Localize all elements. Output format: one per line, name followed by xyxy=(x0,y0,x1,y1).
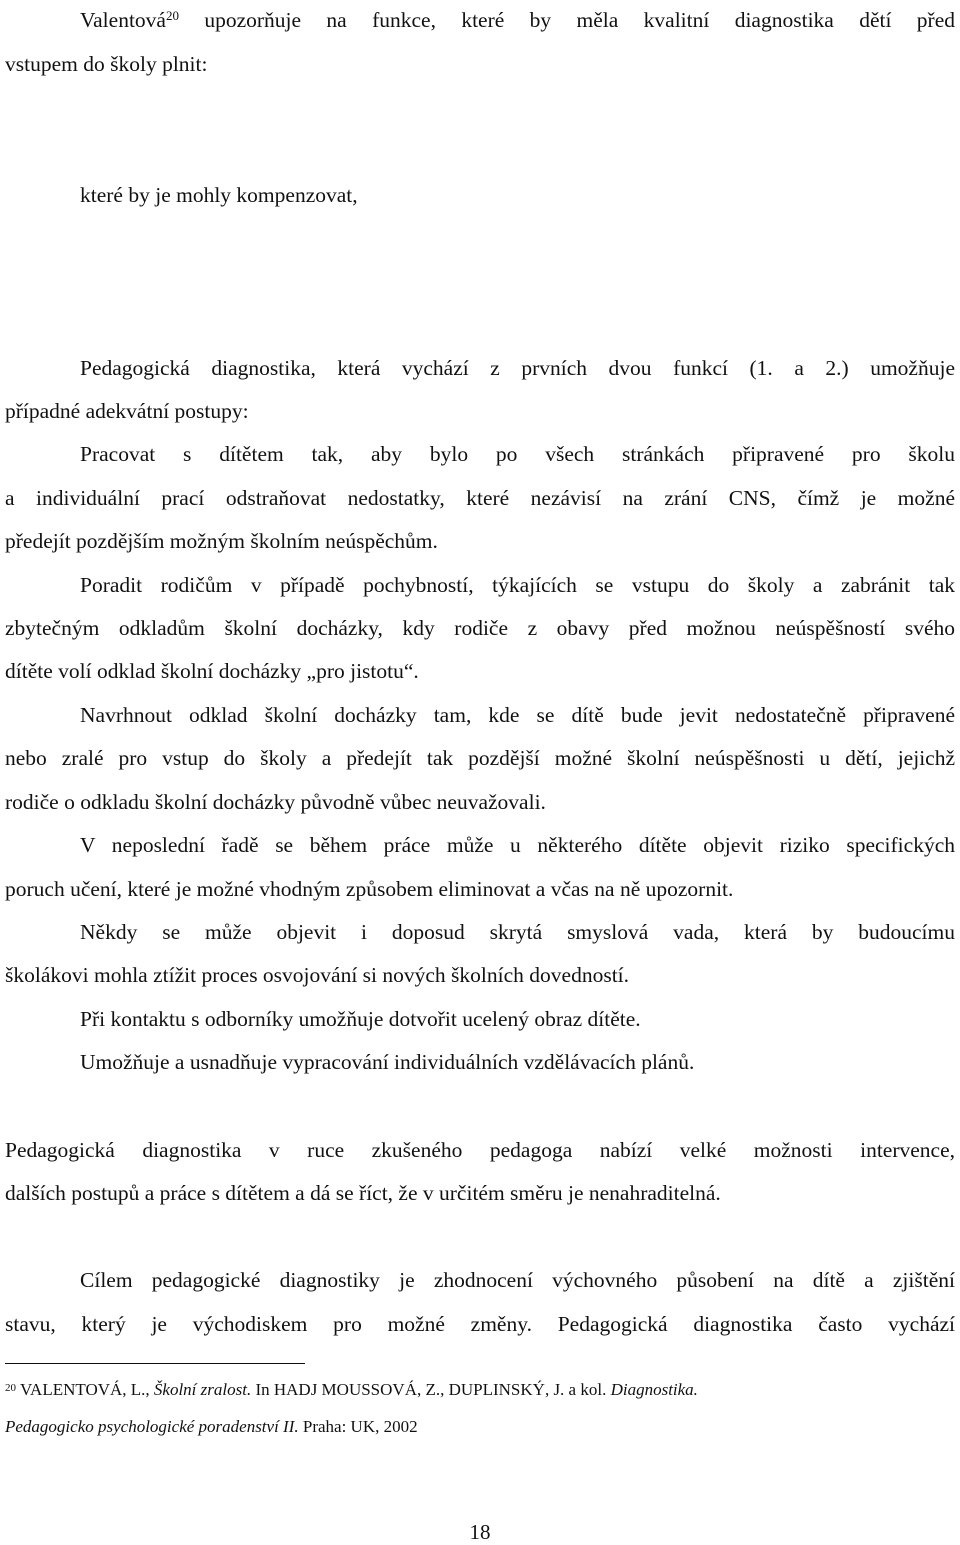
footnote-title-2: Diagnostika. xyxy=(610,1380,698,1399)
paragraph-line: dítěte volí odklad školní docházky „pro jistotu“. xyxy=(5,659,419,683)
footnote-line-2 xyxy=(5,1417,955,1437)
intro-line-1 xyxy=(80,7,955,33)
footnote-middle: In HADJ MOUSSOVÁ, Z., DUPLINSKÝ, J. a kol. xyxy=(255,1380,607,1399)
paragraph-line: Umožňuje a usnadňuje vypracování individuálních vzdělávacích plánů. xyxy=(80,1050,695,1074)
paragraph-line: Pedagogická diagnostika, která vychází z prvních dvou funkcí (1. a 2.) umožňuje xyxy=(80,356,955,380)
intro-line-2: vstupem do školy plnit: xyxy=(5,52,208,76)
paragraph-line: nebo zralé pro vstup do školy a předejít tak pozdější možné školní neúspěšnosti u dětí, jejichž xyxy=(5,746,955,770)
footnote-ref[interactable]: 20 xyxy=(165,8,179,23)
footnote-line-1 xyxy=(5,1380,955,1400)
paragraph-line: rodiče o odkladu školní docházky původně vůbec neuvažovali. xyxy=(5,790,546,814)
footnote-publisher: Praha: UK, 2002 xyxy=(302,1417,418,1436)
paragraph-line: Při kontaktu s odborníky umožňuje dotvořit ucelený obraz dítěte. xyxy=(80,1007,641,1031)
footnote-title-1: Školní zralost. xyxy=(153,1380,252,1399)
footnote-number: 20 xyxy=(5,1382,16,1394)
paragraph-line: a individuální prací odstraňovat nedostatky, které nezávisí na zrání CNS, čímž je možné xyxy=(5,486,955,510)
intro-line-1-text: upozorňuje na funkce, které by měla kvalitní diagnostika dětí před xyxy=(204,8,955,32)
paragraph-line: Poradit rodičům v případě pochybností, týkajících se vstupu do školy a zabránit tak xyxy=(80,573,955,597)
paragraph-line: Navrhnout odklad školní docházky tam, kde se dítě bude jevit nedostatečně připravené xyxy=(80,703,955,727)
paragraph-line: případné adekvátní postupy: xyxy=(5,399,249,423)
paragraph-line: poruch učení, které je možné vhodným způsobem eliminovat a včas na ně upozornit. xyxy=(5,877,734,901)
paragraph-line: Pracovat s dítětem tak, aby bylo po všech stránkách připravené pro školu xyxy=(80,442,955,466)
paragraph-line: Někdy se může objevit i doposud skrytá smyslová vada, která by budoucímu xyxy=(80,920,955,944)
paragraph-line: školákovi mohla ztížit proces osvojování si nových školních dovedností. xyxy=(5,963,630,987)
paragraph-line: Cílem pedagogické diagnostiky je zhodnocení výchovného působení na dítě a zjištění xyxy=(80,1268,955,1292)
footnote-separator xyxy=(5,1363,305,1364)
paragraph-line: Pedagogická diagnostika v ruce zkušeného pedagoga nabízí velké možnosti intervence, xyxy=(5,1138,955,1162)
paragraph-line: předejít pozdějším možným školním neúspěchům. xyxy=(5,529,438,553)
footnote-author: VALENTOVÁ, L., xyxy=(19,1380,150,1399)
paragraph-line: V neposlední řadě se během práce může u některého dítěte objevit riziko specifických xyxy=(80,833,955,857)
paragraph-line: stavu, který je východiskem pro možné změny. Pedagogická diagnostika často vychází xyxy=(5,1312,955,1336)
paragraph-line: dalších postupů a práce s dítětem a dá se říct, že v určitém směru je nenahraditelná. xyxy=(5,1181,721,1205)
footnote-title-3: Pedagogicko psychologické poradenství II. xyxy=(5,1417,299,1436)
page-number: 18 xyxy=(469,1520,491,1544)
intro-author: Valentová xyxy=(80,8,166,32)
list-item-continuation: které by je mohly kompenzovat, xyxy=(80,183,358,207)
paragraph-line: zbytečným odkladům školní docházky, kdy rodiče z obavy před možnou neúspěšností svého xyxy=(5,616,955,640)
